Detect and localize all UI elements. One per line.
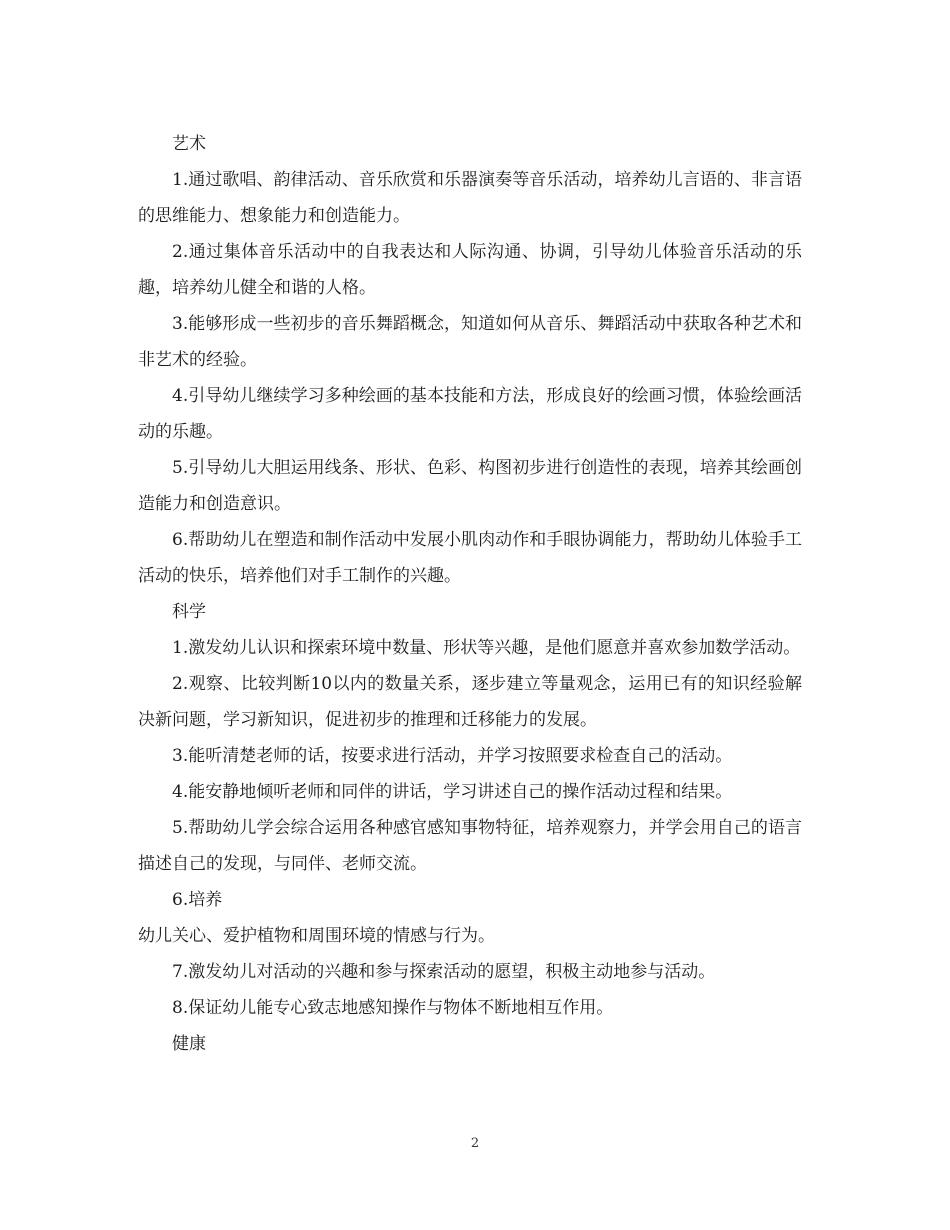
art-item-2: 2.通过集体音乐活动中的自我表达和人际沟通、协调，引导幼儿体验音乐活动的乐趣，培养幼儿健全和谐的人格。 bbox=[138, 242, 802, 298]
science-item-5: 5.帮助幼儿学会综合运用各种感官感知事物特征，培养观察力，并学会用自己的语言描述自己的发现，与同伴、老师交流。 bbox=[138, 818, 802, 874]
page-number: 2 bbox=[470, 1136, 480, 1151]
science-item-6-continued: 幼儿关心、爱护植物和周围环境的情感与行为。 bbox=[138, 926, 495, 946]
science-item-2: 2.观察、比较判断10以内的数量关系，逐步建立等量观念，运用已有的知识经验解决新问题，学习新知识，促进初步的推理和迁移能力的发展。 bbox=[138, 674, 802, 730]
document-body bbox=[138, 126, 802, 1062]
science-item-4: 4.能安静地倾听老师和同伴的讲话，学习讲述自己的操作活动过程和结果。 bbox=[172, 782, 733, 802]
art-item-1: 1.通过歌唱、韵律活动、音乐欣赏和乐器演奏等音乐活动，培养幼儿言语的、非言语的思维能力、想象能力和创造能力。 bbox=[138, 170, 802, 226]
art-item-4: 4.引导幼儿继续学习多种绘画的基本技能和方法，形成良好的绘画习惯，体验绘画活动的乐趣。 bbox=[138, 386, 802, 442]
science-item-1: 1.激发幼儿认识和探索环境中数量、形状等兴趣，是他们愿意并喜欢参加数学活动。 bbox=[172, 638, 801, 658]
art-item-5: 5.引导幼儿大胆运用线条、形状、色彩、构图初步进行创造性的表现，培养其绘画创造能力和创造意识。 bbox=[138, 458, 802, 514]
art-item-3: 3.能够形成一些初步的音乐舞蹈概念，知道如何从音乐、舞蹈活动中获取各种艺术和非艺术的经验。 bbox=[138, 314, 802, 370]
science-item-3: 3.能听清楚老师的话，按要求进行活动，并学习按照要求检查自己的活动。 bbox=[172, 746, 733, 766]
section-heading-art: 艺术 bbox=[172, 134, 206, 154]
science-item-8: 8.保证幼儿能专心致志地感知操作与物体不断地相互作用。 bbox=[172, 998, 614, 1018]
section-heading-health: 健康 bbox=[172, 1034, 206, 1054]
science-item-6: 6.培养 bbox=[172, 890, 223, 910]
section-heading-science: 科学 bbox=[172, 602, 206, 622]
art-item-6: 6.帮助幼儿在塑造和制作活动中发展小肌肉动作和手眼协调能力，帮助幼儿体验手工活动的快乐，培养他们对手工制作的兴趣。 bbox=[138, 530, 802, 586]
science-item-7: 7.激发幼儿对活动的兴趣和参与探索活动的愿望，积极主动地参与活动。 bbox=[172, 962, 716, 982]
